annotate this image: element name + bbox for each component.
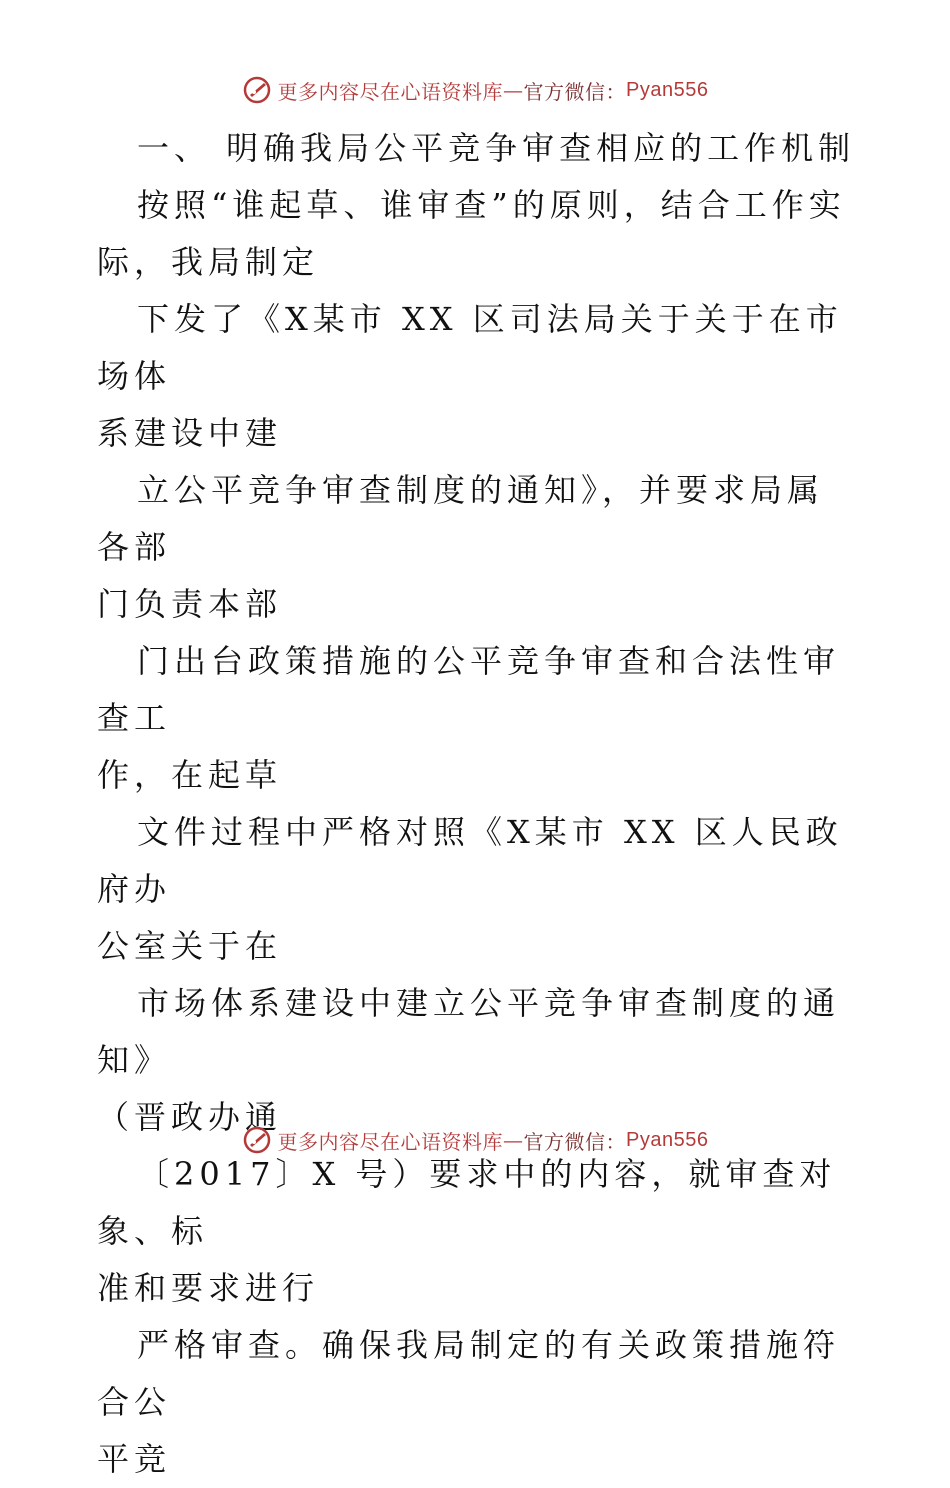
body-line: 按照“谁起草、谁审查”的原则，结合工作实 — [137, 186, 846, 224]
body-line: 严格审查。确保我局制定的有关政策措施符合公 — [97, 1326, 841, 1421]
body-line: 系建设中建 — [97, 414, 283, 452]
banner-dash: — — [503, 78, 524, 102]
watermark-banner-bottom — [0, 1120, 950, 1160]
banner-wechat-id: Pyan556 — [626, 1128, 709, 1151]
brand-logo-icon — [242, 75, 272, 105]
section-heading: 一、 明确我局公平竞争审查相应的工作机制 — [137, 129, 856, 167]
banner-dash: — — [503, 1128, 524, 1152]
body-line: 〔2017〕X 号）要求中的内容，就审查对象、标 — [97, 1155, 837, 1250]
body-line: 门负责本部 — [97, 585, 283, 623]
body-line: 市场体系建设中建立公平竞争审查制度的通知》 — [97, 984, 841, 1079]
body-line: 门出台政策措施的公平竞争审查和合法性审查工 — [97, 642, 841, 737]
banner-wechat-label: 官方微信： — [523, 1129, 627, 1154]
body-line: 际，我局制定 — [97, 243, 320, 281]
body-line: 作，在起草 — [97, 756, 283, 794]
banner-wechat-id: Pyan556 — [626, 78, 709, 101]
document-body — [97, 120, 857, 1488]
body-line: 下发了《X某市 XX 区司法局关于关于在市场体 — [97, 300, 843, 395]
body-line: 文件过程中严格对照《X某市 XX 区人民政府办 — [97, 813, 843, 908]
brand-logo-icon — [242, 1125, 272, 1155]
body-line: 公室关于在 — [97, 927, 283, 965]
banner-wechat-label: 官方微信： — [523, 79, 627, 104]
banner-slogan: 更多内容尽在心语资料库 — [277, 79, 504, 104]
body-line: 立公平竞争审查制度的通知》，并要求局属各部 — [97, 471, 825, 566]
body-line: （晋政办通 — [97, 1098, 283, 1136]
banner-slogan: 更多内容尽在心语资料库 — [277, 1129, 504, 1154]
watermark-banner-top — [0, 70, 950, 110]
body-line: 准和要求进行 — [97, 1269, 320, 1307]
body-line: 平竞 — [97, 1440, 172, 1478]
